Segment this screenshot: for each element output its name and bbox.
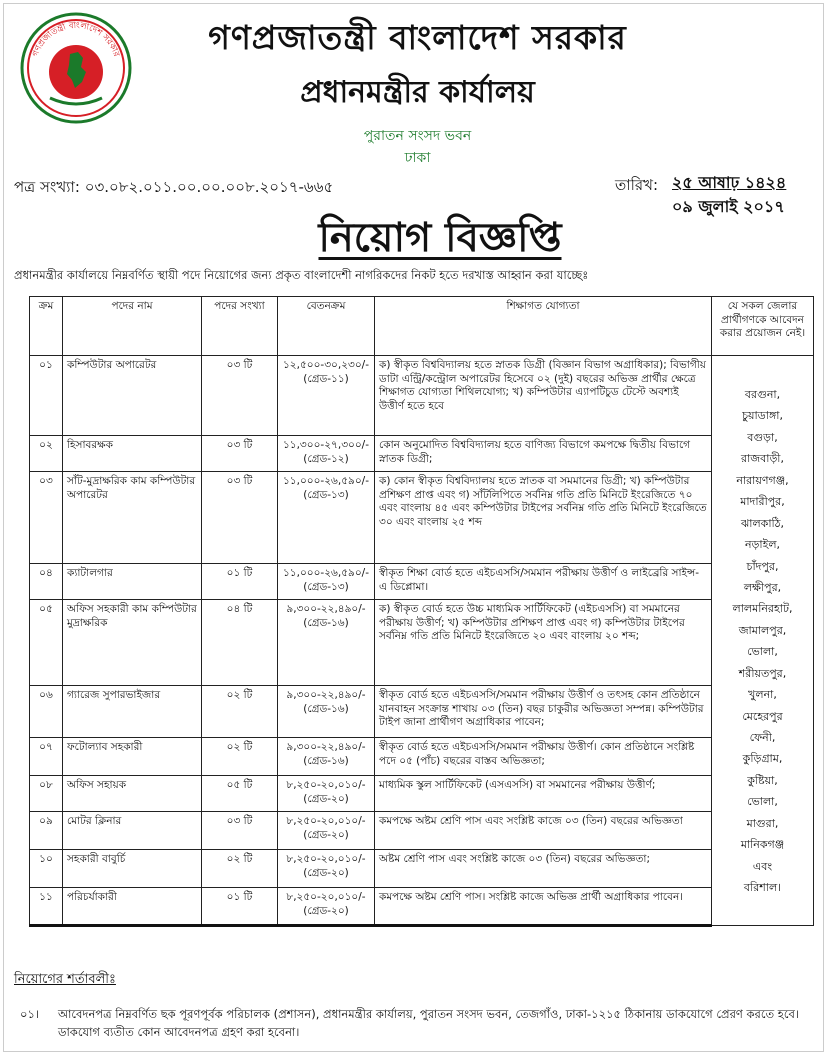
date-english: ০৯ জুলাই ২০১৭	[672, 197, 785, 216]
row-count: ০২ টি	[202, 738, 278, 776]
row-pay-cell	[278, 472, 375, 564]
row-serial: ০২	[30, 436, 63, 472]
intro-text: প্রধানমন্ত্রীর কার্যালয়ে নিম্নবর্ণিত স্থায়ী পদে নিয়োগের জন্য প্রকৃত বাংলাদেশী নাগরিকদের নিকট হতে দরখাস্ত আহ্বান করা যাচ্ছেঃ	[14, 268, 589, 282]
row-pay-scale: ৯,৩০০-২২,৪৯০/-	[286, 603, 366, 615]
row-post: সাঁট-মুদ্রাক্ষরিক কাম কম্পিউটার অপারেটর	[63, 472, 202, 564]
row-pay-cell	[278, 812, 375, 850]
row-serial: ০৪	[30, 564, 63, 600]
date-bangla: ২৫ আষাঢ় ১৪২৪	[672, 173, 787, 192]
row-count: ০২ টি	[202, 850, 278, 888]
row-grade: (গ্রেড-১৬)	[303, 702, 349, 715]
header-pay-scale: বেতনক্রম	[278, 297, 375, 356]
row-pay-scale: ১২,৫০০-৩০,২৩০/-	[282, 359, 370, 371]
district-item: কুড়িগ্রাম,	[742, 752, 783, 766]
seal-text: গণপ্রজাতন্ত্রী বাংলাদেশ সরকার	[30, 20, 122, 59]
row-grade: (গ্রেড-২০)	[303, 904, 349, 917]
row-qualification: অষ্টম শ্রেণি পাস এবং সংশ্লিষ্ট কাজে ০৩ (তিন) বছরের অভিজ্ঞতা;	[375, 850, 712, 888]
row-pay-scale: ৮,২৫০-২০,০১০/-	[286, 891, 366, 903]
row-pay-cell	[278, 850, 375, 888]
row-qualification: স্বীকৃত বোর্ড হতে এইচএসসি/সমমান পরীক্ষায় উত্তীর্ণ ও তৎসহ কোন প্রতিষ্ঠানে যানবাহন সংক্রান্ত শাখায় ০৩ (তিন) বছর চাকুরীর অভিজ্ঞতা সম্পন্ন। কম্পিউটার টাইপ জানা প্রার্থীগণ অগ্রাধিকার পাবেন;	[375, 686, 712, 738]
row-qualification: ক) স্বীকৃত বিশ্ববিদ্যালয় হতে স্নাতক ডিগ্রী (বিজ্ঞান বিভাগ অগ্রাধিকার); বিভাগীয় ডাটা এন্ট্রি/কন্ট্রোল অপারেটর হিসেবে ০২ (দুই) বছরের অভিজ্ঞ প্রার্থীর ক্ষেত্রে শিক্ষাগত যোগ্যতা শিথিলযোগ্য; খ) কম্পিউটার এ্যাপটিচুড টেস্টে অবশ্যই উত্তীর্ণ হতে হবে	[375, 356, 712, 436]
row-pay-scale: ৮,২৫০-২০,০১০/-	[286, 779, 366, 791]
row-pay-scale: ৯,৩০০-২২,৪৯০/-	[286, 741, 366, 753]
city-name: ঢাকা	[404, 150, 431, 166]
row-post: অফিস সহকারী কাম কম্পিউটার মুদ্রাক্ষরিক	[63, 600, 202, 686]
row-pay-scale: ১১,০০০-২৬,৫৯০/-	[282, 567, 369, 579]
table-row	[30, 738, 814, 776]
row-post: মোটর ক্লিনার	[63, 812, 202, 850]
table-row	[30, 776, 814, 812]
row-pay-cell	[278, 776, 375, 812]
row-count: ০৪ টি	[202, 600, 278, 686]
row-qualification: কোন অনুমোদিত বিশ্ববিদ্যালয় হতে বাণিজ্য বিভাগে কমপক্ষে দ্বিতীয় বিভাগে স্নাতক ডিগ্রী;	[375, 436, 712, 472]
row-post: সহকারী বাবুর্চি	[63, 850, 202, 888]
row-qualification: ক) কোন স্বীকৃত বিশ্ববিদ্যালয় হতে স্নাতক বা সমমানের ডিগ্রী; খ) কম্পিউটার প্রশিক্ষণ প্রাপ্ত এবং গ) সাঁটলিপিতে সর্বনিম্ন গতি প্রতি মিনিটে ইংরেজিতে ৭০ এবং বাংলায় ৪৫ এবং কম্পিউটার টাইপের সর্বনিম্ন গতি প্রতি মিনিটে ইংরেজিতে ৩০ এবং বাংলায় ২৫ শব্দ	[375, 472, 712, 564]
row-qualification: ক) স্বীকৃত বোর্ড হতে উচ্চ মাধ্যমিক সার্টিফিকেট (এইচএসসি) বা সমমানের পরীক্ষায় উত্তীর্ণ; খ) কম্পিউটার প্রশিক্ষণ প্রাপ্ত এবং গ) কম্পিউটার টাইপের সর্বনিম্ন গতি প্রতি মিনিটে ইংরেজিতে ২০ এবং বাংলায় ২০ শব্দ;	[375, 600, 712, 686]
district-item: লালমনিরহাট,	[732, 602, 793, 616]
table-row	[30, 812, 814, 850]
row-serial: ০৭	[30, 738, 63, 776]
row-count: ০৩ টি	[202, 812, 278, 850]
row-grade: (গ্রেড-২০)	[303, 792, 349, 805]
table-header-row	[30, 297, 814, 356]
row-pay-cell	[278, 436, 375, 472]
row-post: ক্যাটালগার	[63, 564, 202, 600]
government-seal-icon	[20, 12, 132, 124]
row-count: ০৩ টি	[202, 356, 278, 436]
row-serial: ০৩	[30, 472, 63, 564]
header-excluded-districts: যে সকল জেলার প্রার্থীগণকে আবেদন করার প্রয়োজন নেই।	[712, 297, 814, 356]
row-count: ০১ টি	[202, 888, 278, 926]
conditions-title: নিয়োগের শর্তাবলীঃ	[14, 972, 116, 987]
memo-number: পত্র সংখ্যা: ০৩.০৮২.০১১.০০.০০.০০৮.২০১৭-৬৬৫	[14, 178, 334, 196]
district-item: খুলনা,	[748, 688, 777, 702]
row-count: ০৫ টি	[202, 776, 278, 812]
row-serial: ০৮	[30, 776, 63, 812]
header-qualification: শিক্ষাগত যোগ্যতা	[375, 297, 712, 356]
district-item: এবং	[752, 859, 773, 873]
row-count: ০১ টি	[202, 564, 278, 600]
table-row	[30, 686, 814, 738]
district-item: ফেনী,	[749, 731, 776, 744]
row-serial: ০৯	[30, 812, 63, 850]
row-pay-scale: ৮,২৫০-২০,০১০/-	[286, 815, 366, 827]
row-qualification: স্বীকৃত শিক্ষা বোর্ড হতে এইচএসসি/সমমান পরীক্ষায় উত্তীর্ণ ও লাইব্রেরি সাইন্স-এ ডিপ্লোমা।	[375, 564, 712, 600]
district-item: ঝালকাঠি,	[740, 516, 785, 530]
table-row	[30, 888, 814, 926]
district-item: শরীয়তপুর,	[738, 666, 787, 680]
row-serial: ০৫	[30, 600, 63, 686]
row-pay-cell	[278, 564, 375, 600]
header-count: পদের সংখ্যা	[202, 297, 278, 356]
row-pay-cell	[278, 888, 375, 926]
district-item: নারায়ণগঞ্জ,	[736, 473, 789, 487]
row-grade: (গ্রেড-১৬)	[303, 616, 349, 629]
row-count: ০৩ টি	[202, 436, 278, 472]
district-item: বগুড়া,	[747, 430, 778, 444]
row-serial: ০১	[30, 356, 63, 436]
district-item: জামালপুর,	[738, 623, 787, 637]
row-count: ০২ টি	[202, 686, 278, 738]
row-grade: (গ্রেড-২০)	[303, 828, 349, 841]
district-item: লক্ষীপুর,	[743, 580, 782, 594]
district-item: নড়াইল,	[744, 538, 781, 552]
district-item: মেহেরপুর	[742, 709, 783, 723]
district-item: চুয়াডাঙ্গা,	[742, 409, 783, 423]
table-row	[30, 850, 814, 888]
row-grade: (গ্রেড-১১)	[303, 372, 349, 385]
district-item: বরিশাল।	[743, 881, 782, 895]
row-post: অফিস সহায়ক	[63, 776, 202, 812]
header-serial: ক্রম	[30, 297, 63, 356]
district-item: কুষ্টিয়া,	[747, 773, 778, 787]
government-title: গণপ্রজাতন্ত্রী বাংলাদেশ সরকার	[208, 18, 627, 57]
row-pay-cell	[278, 356, 375, 436]
district-item: ভোলা,	[747, 645, 778, 659]
row-pay-scale: ১১,০০০-২৬,৫৯০/-	[282, 475, 369, 487]
row-pay-cell	[278, 600, 375, 686]
header-post: পদের নাম	[63, 297, 202, 356]
row-post: কম্পিউটার অপারেটর	[63, 356, 202, 436]
row-serial: ১১	[30, 888, 63, 926]
condition-text: আবেদনপত্র নিম্নবর্ণিত ছক পূরণপূর্বক পরিচালক (প্রশাসন), প্রধানমন্ত্রীর কার্যালয়, পুরাতন সংসদ ভবন, তেজগাঁও, ঢাকা-১২১৫ ঠিকানায় ডাকযোগে প্রেরণ করতে হবে। ডাকযোগ ব্যতীত কোন আবেদনপত্র গ্রহণ করা হবেনা।	[58, 1007, 799, 1039]
row-serial: ০৬	[30, 686, 63, 738]
row-pay-cell	[278, 738, 375, 776]
row-serial: ১০	[30, 850, 63, 888]
table-row	[30, 356, 814, 436]
district-item: চাঁদপুর,	[746, 559, 779, 573]
row-pay-scale: ১১,৩০০-২৭,৩০০/-	[282, 439, 370, 451]
row-qualification: কমপক্ষে অষ্টম শ্রেণি পাস এবং সংশ্লিষ্ট কাজে ০৩ (তিন) বছরের অভিজ্ঞতা	[375, 812, 712, 850]
row-qualification: কমপক্ষে অষ্টম শ্রেণি পাস। সংশ্লিষ্ট কাজে অভিজ্ঞ প্রার্থী অগ্রাধিকার পাবেন।	[375, 888, 712, 926]
building-name: পুরাতন সংসদ ভবন	[363, 128, 472, 144]
row-grade: (গ্রেড-১৬)	[303, 754, 349, 767]
table-row	[30, 472, 814, 564]
district-item: ভোলা,	[747, 795, 778, 809]
row-pay-scale: ৯,৩০০-২২,৪৯০/-	[286, 689, 366, 701]
row-post: পরিচর্যাকারী	[63, 888, 202, 926]
row-post: গ্যারেজ সুপারভাইজার	[63, 686, 202, 738]
row-qualification: স্বীকৃত বোর্ড হতে এইচএসসি/সমমান পরীক্ষায় উত্তীর্ণ। কোন প্রতিষ্ঠানে সংশ্লিষ্ট পদে ০৫ (পাঁচ) বছরের বাস্তব অভিজ্ঞতা;	[375, 738, 712, 776]
district-item: রাজবাড়ী,	[741, 452, 784, 466]
district-item: মাদারীপুর,	[740, 495, 785, 509]
row-qualification: মাধ্যমিক স্কুল সার্টিফিকেট (এসএসসি) বা সমমানের পরীক্ষায় উত্তীর্ণ;	[375, 776, 712, 812]
jobs-table	[29, 296, 814, 927]
district-item: বরগুনা,	[744, 388, 781, 401]
row-count: ০৩ টি	[202, 472, 278, 564]
date-label: তারিখ:	[615, 176, 659, 194]
row-grade: (গ্রেড-২০)	[303, 866, 349, 879]
excluded-districts-cell	[712, 356, 814, 926]
row-grade: (গ্রেড-১৩)	[303, 580, 349, 593]
table-row	[30, 600, 814, 686]
row-grade: (গ্রেড-১২)	[303, 452, 349, 465]
table-row	[30, 436, 814, 472]
district-item: মানিকগঞ্জ	[740, 838, 785, 852]
district-item: মাগুরা,	[746, 816, 779, 830]
row-pay-scale: ৮,২৫০-২০,০১০/-	[286, 853, 366, 865]
office-title: প্রধানমন্ত্রীর কার্যালয়	[300, 75, 535, 110]
notice-title: নিয়োগ বিজ্ঞপ্তি	[318, 215, 562, 261]
row-grade: (গ্রেড-১৩)	[303, 488, 349, 501]
row-post: হিসাবরক্ষক	[63, 436, 202, 472]
row-post: ফটোল্যাব সহকারী	[63, 738, 202, 776]
table-row	[30, 564, 814, 600]
row-pay-cell	[278, 686, 375, 738]
condition-number: ০১।	[20, 1007, 40, 1021]
